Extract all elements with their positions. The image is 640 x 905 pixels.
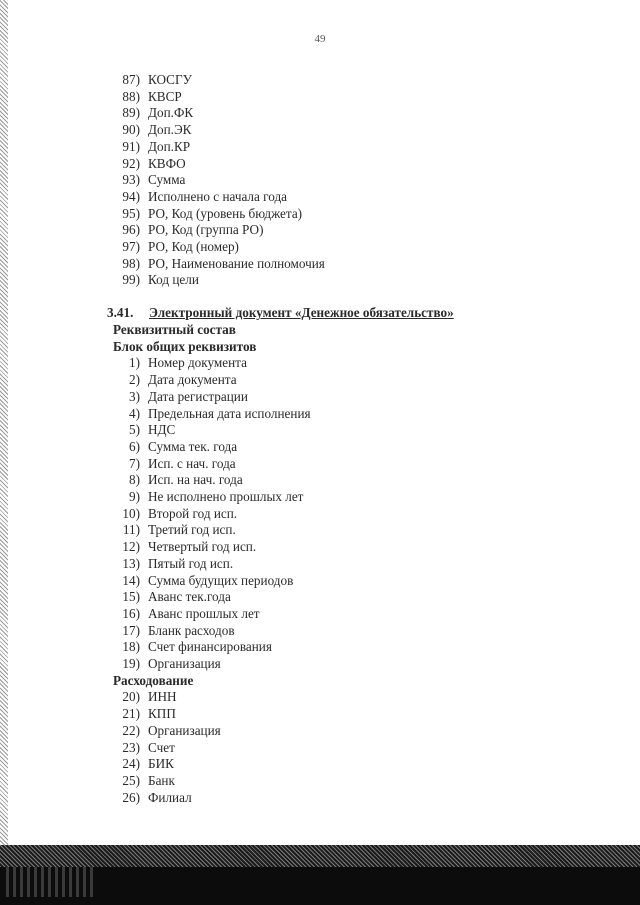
list-item-text: Организация [148, 722, 221, 738]
list-item [104, 89, 584, 106]
list-item-text: РО, Код (группа РО) [148, 222, 264, 238]
list-item [104, 156, 584, 173]
list-item-text: Второй год исп. [148, 505, 238, 521]
scan-edge-left [0, 0, 8, 905]
list-item-number: 14) [122, 572, 140, 588]
list-item-number: 99) [122, 272, 140, 288]
list-item [104, 256, 584, 273]
list-item-number: 96) [122, 222, 140, 238]
list-item [104, 790, 584, 807]
list-item-number: 17) [122, 622, 140, 638]
list-item-text: Исполнено с начала года [148, 188, 288, 204]
list-item-text: КВФО [148, 155, 186, 171]
list-item-text: Организация [148, 656, 221, 672]
list-item [104, 406, 584, 423]
general-requisites-list [104, 355, 584, 672]
list-item-text: Код цели [148, 272, 199, 288]
list-item [104, 72, 584, 89]
list-item [104, 706, 584, 723]
list-item-number: 20) [122, 689, 140, 705]
list-item [104, 606, 584, 623]
list-item [104, 589, 584, 606]
list-item-number: 87) [122, 72, 140, 87]
list-item-number: 90) [122, 122, 140, 138]
subheading-spending: Расходование [113, 672, 194, 688]
list-item-number: 94) [122, 188, 140, 204]
list-item-number: 8) [129, 472, 140, 488]
list-item-text: Пятый год исп. [148, 555, 234, 571]
list-item-text: Исп. с нач. года [148, 455, 236, 471]
list-item-number: 24) [122, 756, 140, 772]
list-item [104, 372, 584, 389]
subheading-requisite-composition: Реквизитный состав [113, 322, 236, 337]
list-item-text: БИК [148, 756, 174, 772]
list-item-text: Предельная дата исполнения [148, 405, 311, 421]
list-item-number: 16) [122, 605, 140, 621]
list-item-text: КПП [148, 706, 176, 722]
list-item-text: Сумма тек. года [148, 438, 238, 454]
list-item-number: 97) [122, 239, 140, 255]
list-item-number: 26) [122, 789, 140, 805]
list-item-number: 98) [122, 255, 140, 271]
list-item-number: 1) [129, 355, 140, 371]
list-item [104, 355, 584, 372]
list-item [104, 506, 584, 523]
list-item [104, 556, 584, 573]
list-item-text: Третий год исп. [148, 522, 236, 538]
list-item-text: Бланк расходов [148, 622, 235, 638]
list-item-text: Исп. на нач. года [148, 472, 243, 488]
list-item-number: 18) [122, 639, 140, 655]
list-item-number: 3) [129, 388, 140, 404]
list-item [104, 740, 584, 757]
list-item-text: Дата регистрации [148, 388, 248, 404]
list-item [104, 105, 584, 122]
list-item-text: КВСР [148, 88, 182, 104]
list-item-text: Счет финансирования [148, 639, 272, 655]
list-item-text: Доп.ФК [148, 105, 194, 121]
list-item-number: 92) [122, 155, 140, 171]
scan-edge-bottom [0, 845, 640, 905]
list-item [104, 656, 584, 673]
list-item-text: РО, Наименование полномочия [148, 255, 325, 271]
list-item-text: Четвертый год исп. [148, 539, 257, 555]
subheading-general-block: Блок общих реквизитов [113, 338, 257, 354]
spending-requisites-list [104, 689, 584, 806]
list-item-number: 6) [129, 438, 140, 454]
list-item [104, 139, 584, 156]
list-item-number: 19) [122, 656, 140, 672]
list-item [104, 489, 584, 506]
list-item-text: НДС [148, 422, 176, 438]
list-item [104, 206, 584, 223]
list-item-text: Филиал [148, 789, 192, 805]
list-item [104, 573, 584, 590]
list-item-text: Не исполнено прошлых лет [148, 489, 304, 505]
list-item-number: 93) [122, 172, 140, 188]
list-item-number: 91) [122, 138, 140, 154]
list-item-number: 5) [129, 422, 140, 438]
section-title: Электронный документ «Денежное обязательство» [149, 305, 454, 320]
list-item-number: 4) [129, 405, 140, 421]
list-item [104, 756, 584, 773]
page-number: 49 [314, 33, 326, 45]
list-item-text: РО, Код (уровень бюджета) [148, 205, 303, 221]
list-item-number: 23) [122, 739, 140, 755]
list-item-number: 95) [122, 205, 140, 221]
list-item-text: Банк [148, 772, 175, 788]
list-item [104, 239, 584, 256]
list-item [104, 623, 584, 640]
list-item [104, 472, 584, 489]
list-item-text: Доп.КР [148, 138, 191, 154]
list-item [104, 422, 584, 439]
list-item [104, 723, 584, 740]
list-item-number: 25) [122, 772, 140, 788]
list-item-text: Доп.ЭК [148, 122, 192, 138]
list-item [104, 389, 584, 406]
list-item-number: 7) [129, 455, 140, 471]
list-item [104, 639, 584, 656]
list-item-number: 2) [129, 372, 140, 388]
list-item [104, 439, 584, 456]
list-item [104, 539, 584, 556]
list-item-number: 21) [122, 706, 140, 722]
list-item-text: ИНН [148, 689, 177, 705]
list-item [104, 122, 584, 139]
list-item-text: КОСГУ [148, 72, 192, 87]
list-item [104, 689, 584, 706]
list-item-text: Сумма [148, 172, 186, 188]
list-item-text: Аванс тек.года [148, 589, 231, 605]
section-body [104, 322, 584, 806]
list-item-text: Аванс прошлых лет [148, 605, 260, 621]
requisites-list-continued [104, 72, 584, 289]
section-number: 3.41. [107, 305, 134, 320]
section-heading [107, 305, 547, 322]
list-item-number: 11) [122, 522, 140, 538]
list-item-number: 9) [129, 489, 140, 505]
list-item-text: Дата документа [148, 372, 237, 388]
list-item-number: 13) [122, 555, 140, 571]
list-item [104, 272, 584, 289]
list-item-number: 12) [122, 539, 140, 555]
list-item [104, 522, 584, 539]
list-item [104, 456, 584, 473]
list-item [104, 773, 584, 790]
list-item-text: Счет [148, 739, 175, 755]
list-item [104, 222, 584, 239]
list-item-number: 89) [122, 105, 140, 121]
list-item-number: 22) [122, 722, 140, 738]
list-item-number: 88) [122, 88, 140, 104]
list-item-number: 15) [122, 589, 140, 605]
list-item-text: Номер документа [148, 355, 247, 371]
list-item [104, 172, 584, 189]
list-item [104, 189, 584, 206]
list-item-number: 10) [122, 505, 140, 521]
list-item-text: Сумма будущих периодов [148, 572, 294, 588]
list-item-text: РО, Код (номер) [148, 239, 239, 255]
